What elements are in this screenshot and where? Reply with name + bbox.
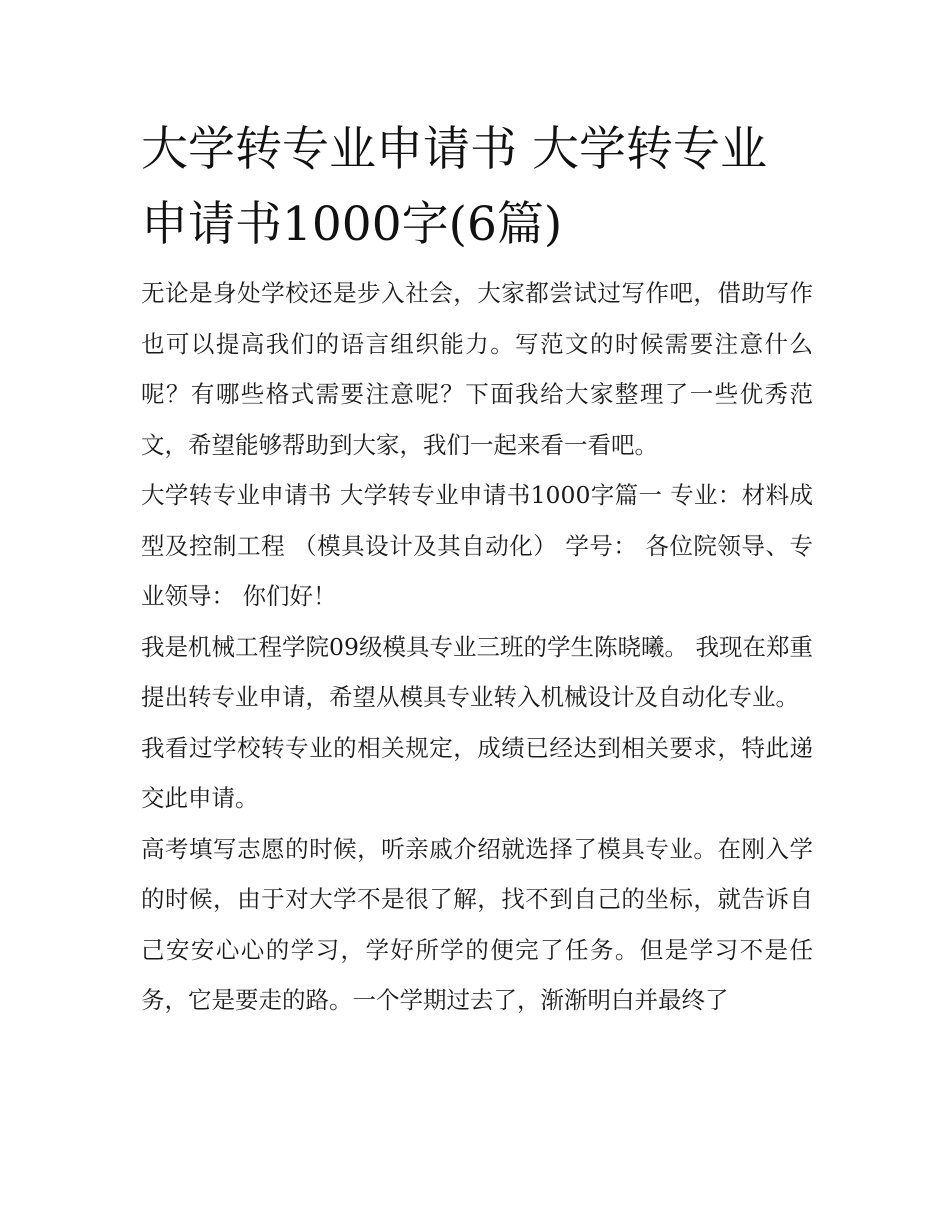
paragraph-requirements: 我看过学校转专业的相关规定，成绩已经达到相关要求，特此递交此申请。: [141, 733, 813, 812]
paragraph-intro: 无论是身处学校还是步入社会，大家都尝试过写作吧，借助写作也可以提高我们的语言组织能力。写范文的时候需要注意什么呢？有哪些格式需要注意呢？下面我给大家整理了一些优秀范文，希望能够帮助到大家，我们一起来看一看吧。: [141, 279, 813, 459]
paragraph-header: 大学转专业申请书 大学转专业申请书1000字篇一 专业：材料成型及控制工程 （模具设计及其自动化） 学号： 各位院领导、专业领导： 你们好！: [141, 481, 813, 610]
paragraph-background: 高考填写志愿的时候，听亲戚介绍就选择了模具专业。在刚入学的时候，由于对大学不是很了解，找不到自己的坐标，就告诉自己安安心心的学习，学好所学的便完了任务。但是学习不是任务，它是要走的路。一个学期过去了，渐渐明白并最终了: [141, 834, 813, 1014]
document-body: [141, 112, 813, 1026]
paragraph-self-intro: 我是机械工程学院09级模具专业三班的学生陈晓曦。 我现在郑重提出转专业申请，希望从模具专业转入机械设计及自动化专业。: [141, 632, 813, 711]
document-title: 大学转专业申请书 大学转专业申请书1000字(6篇): [141, 122, 767, 252]
